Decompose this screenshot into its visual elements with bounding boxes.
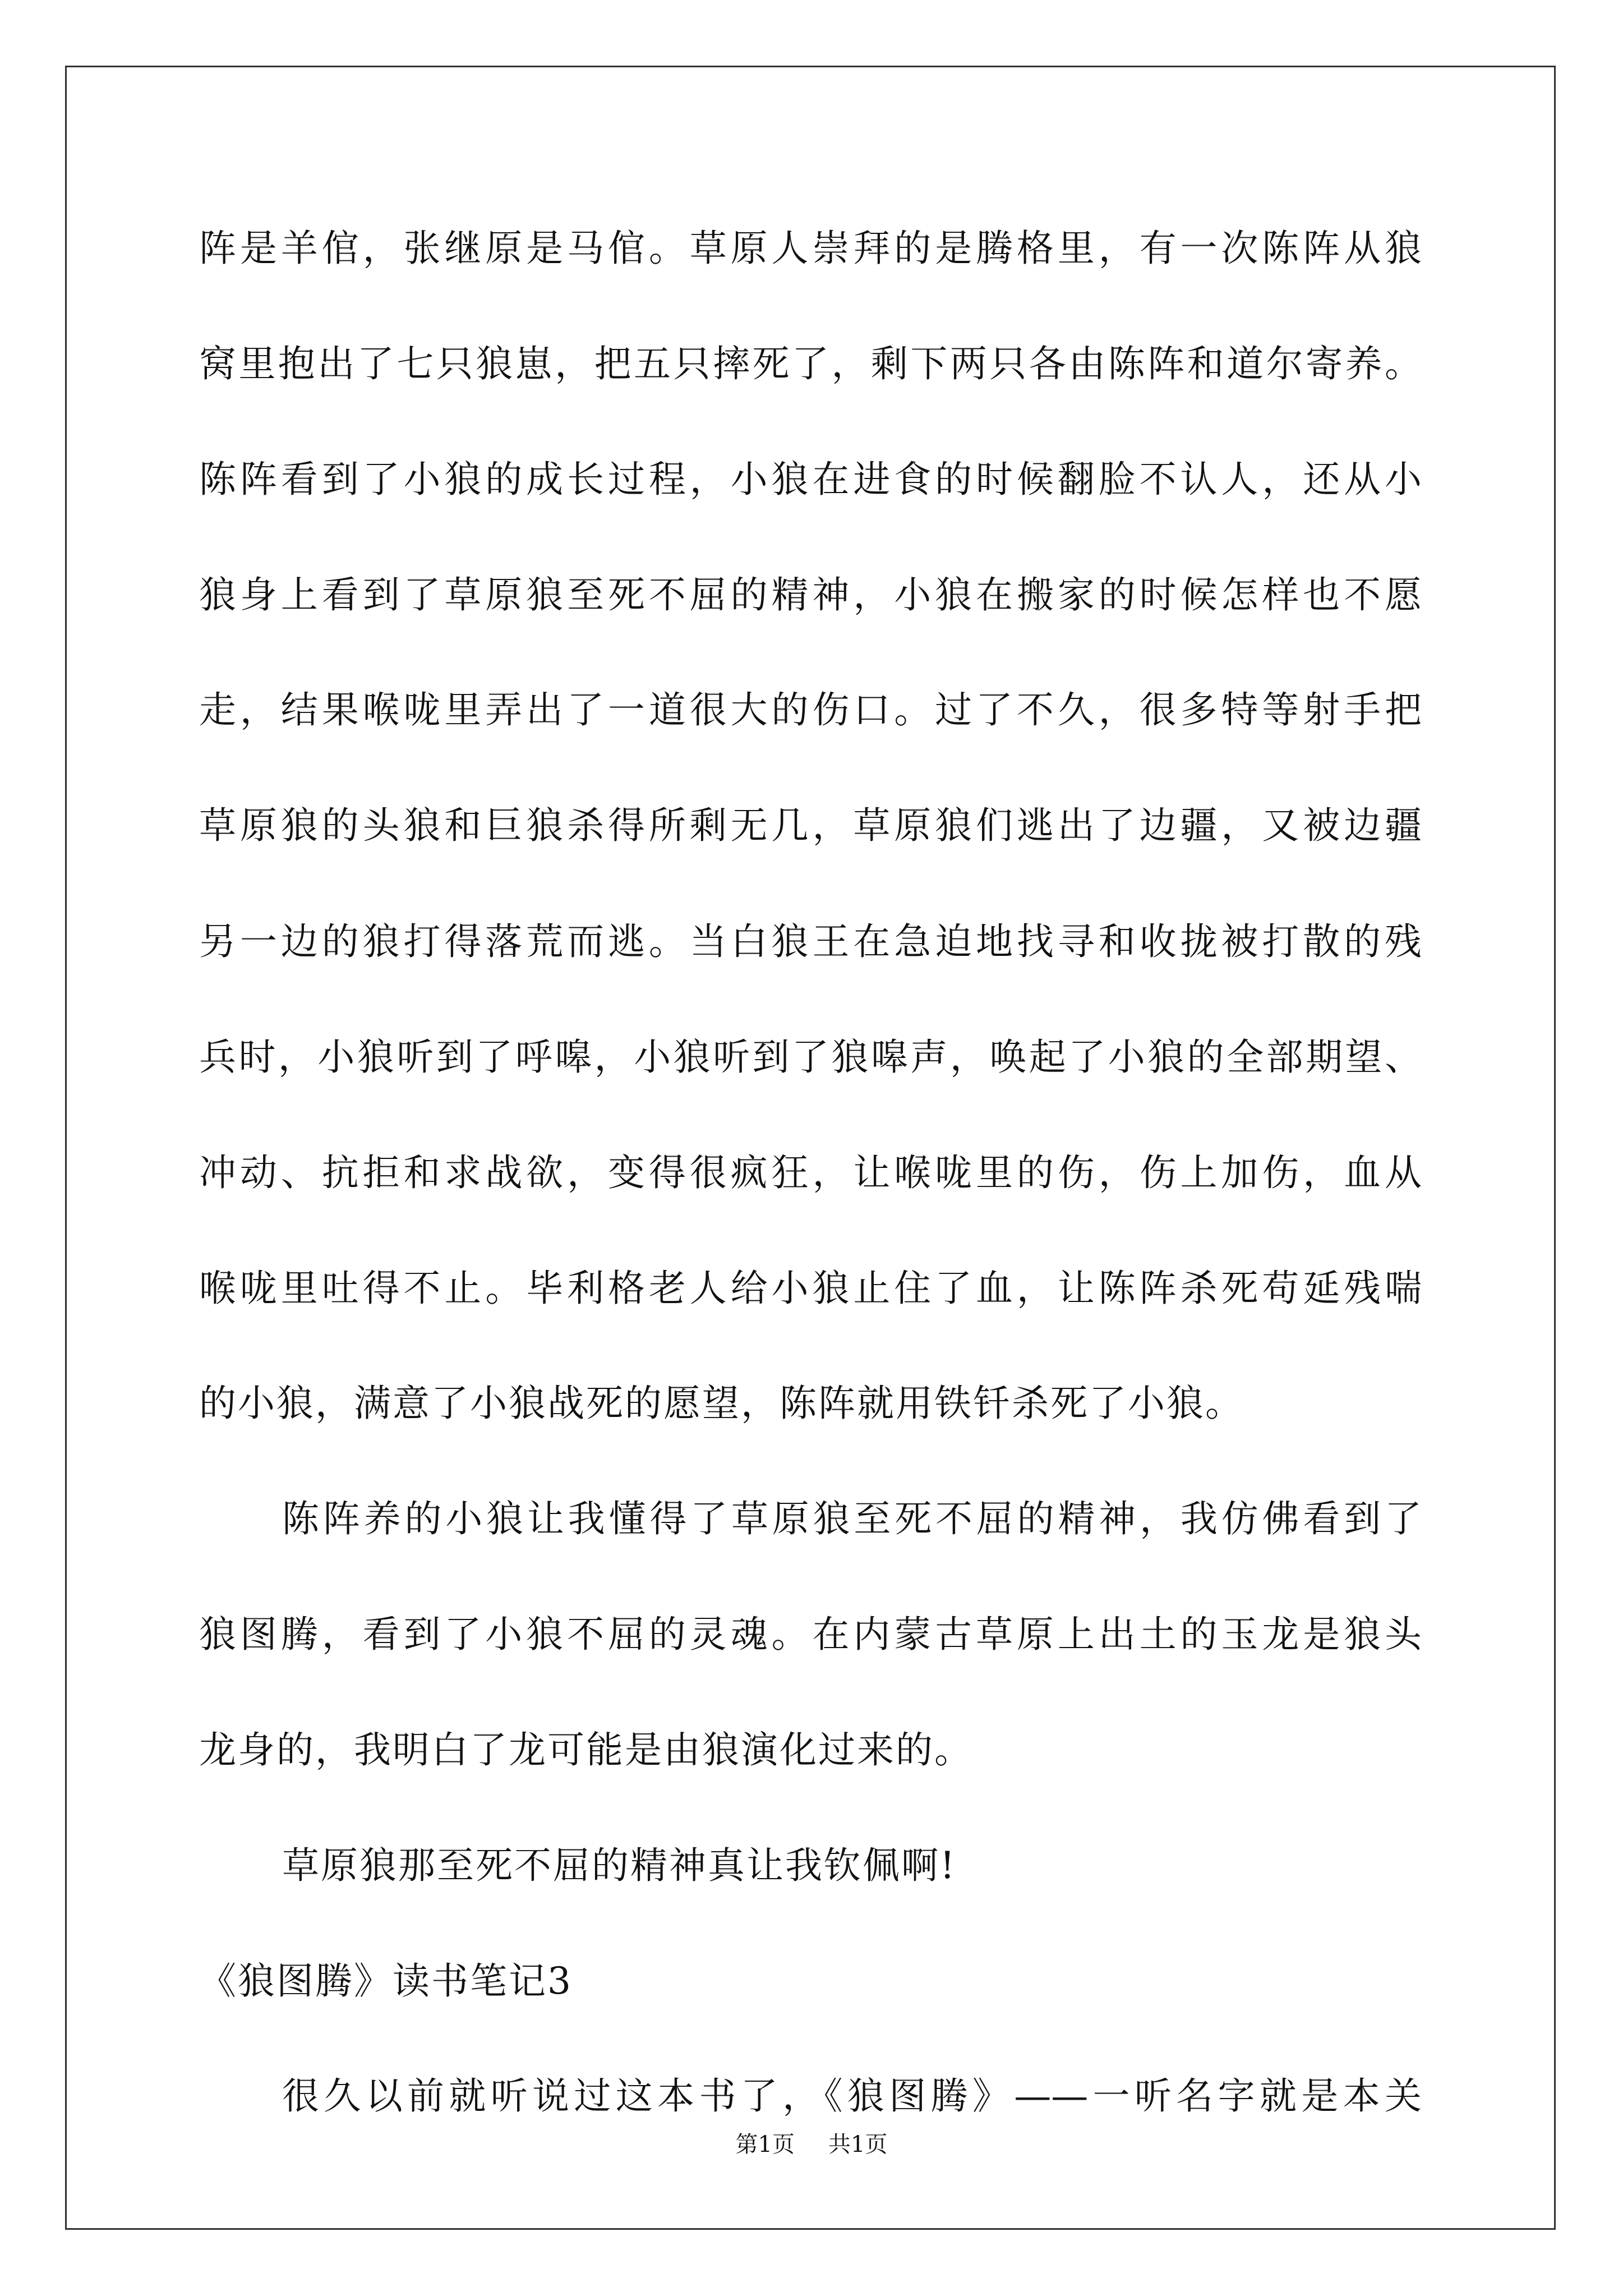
paragraph-line: 走，结果喉咙里弄出了一道很大的伤口。过了不久，很多特等射手把 <box>199 688 1422 731</box>
paragraph-line: 狼图腾，看到了小狼不屈的灵魂。在内蒙古草原上出土的玉龙是狼头 <box>199 1613 1422 1656</box>
paragraph-line: 喉咙里吐得不止。毕利格老人给小狼止住了血，让陈阵杀死苟延残喘 <box>199 1267 1422 1310</box>
paragraph-line: 龙身的，我明白了龙可能是由狼演化过来的。 <box>199 1728 973 1772</box>
paragraph-line: 的小狼，满意了小狼战死的愿望，陈阵就用铁钎杀死了小狼。 <box>199 1382 1244 1425</box>
paragraph-line: 窝里抱出了七只狼崽，把五只摔死了，剩下两只各由陈阵和道尔寄养。 <box>199 342 1422 385</box>
paragraph-line: 冲动、抗拒和求战欲，变得很疯狂，让喉咙里的伤，伤上加伤，血从 <box>199 1151 1422 1194</box>
paragraph-line: 狼身上看到了草原狼至死不屈的精神，小狼在搬家的时候怎样也不愿 <box>199 573 1422 616</box>
paragraph-line: 阵是羊倌，张继原是马倌。草原人崇拜的是腾格里，有一次陈阵从狼 <box>199 227 1422 270</box>
paragraph-line: 草原狼那至死不屈的精神真让我钦佩啊! <box>282 1844 957 1887</box>
page-number: 第1页 <box>735 2132 795 2157</box>
section-heading: 《狼图腾》读书笔记3 <box>199 1959 573 2003</box>
paragraph-line: 陈阵看到了小狼的成长过程，小狼在进食的时候翻脸不认人，还从小 <box>199 458 1422 501</box>
paragraph-line: 另一边的狼打得落荒而逃。当白狼王在急迫地找寻和收拢被打散的残 <box>199 920 1422 963</box>
page-border <box>65 66 1556 2230</box>
paragraph-line: 很久以前就听说过这本书了，《狼图腾》——一听名字就是本关 <box>282 2074 1422 2118</box>
page-footer <box>0 2131 1623 2159</box>
paragraph-line: 陈阵养的小狼让我懂得了草原狼至死不屈的精神，我仿佛看到了 <box>282 1497 1422 1540</box>
paragraph-line: 草原狼的头狼和巨狼杀得所剩无几，草原狼们逃出了边疆，又被边疆 <box>199 804 1422 847</box>
paragraph-line: 兵时，小狼听到了呼嗥，小狼听到了狼嗥声，唤起了小狼的全部期望、 <box>199 1036 1422 1079</box>
page-total: 共1页 <box>828 2132 888 2157</box>
